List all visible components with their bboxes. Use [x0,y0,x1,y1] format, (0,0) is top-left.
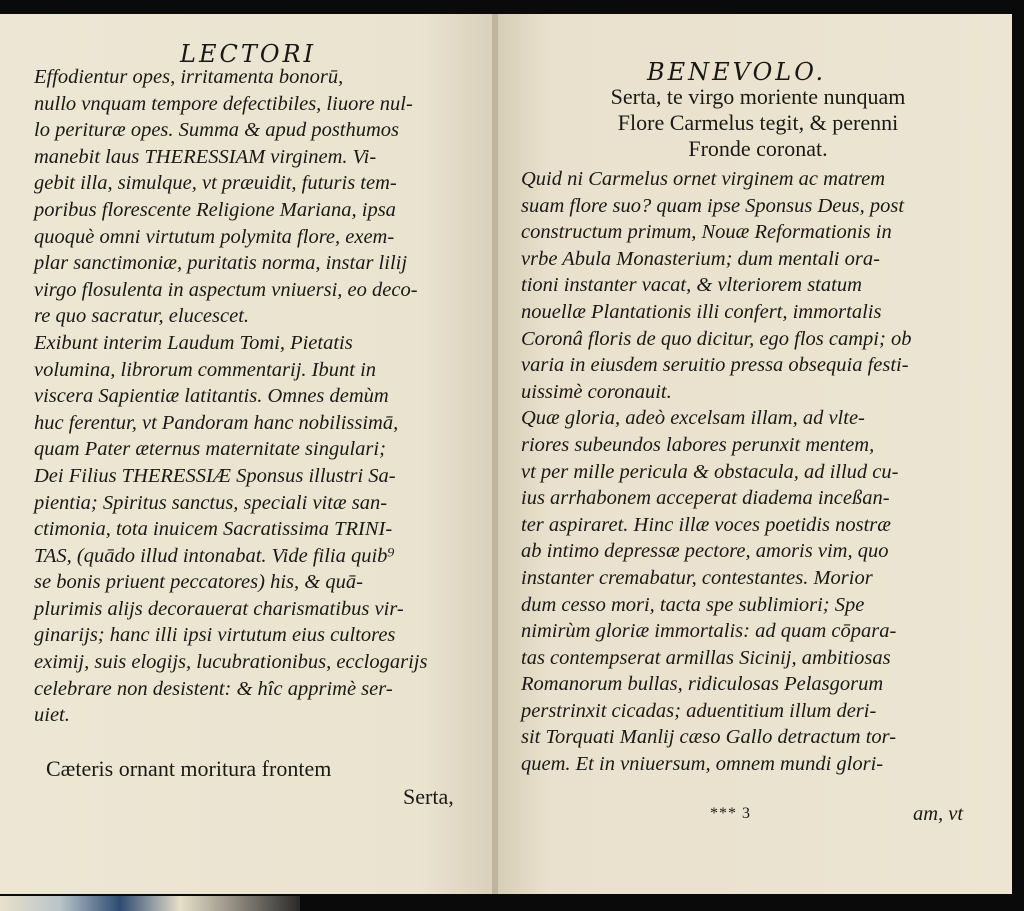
text-line: gebit illa, simulque, vt præuidit, futuris tem- [34,172,397,195]
text-line: nimirùm gloriæ immortalis: ad quam cōpara- [521,620,897,643]
text-line: Romanorum bullas, ridiculosas Pelasgorum [521,673,884,696]
text-line: suam flore suo? quam ipse Sponsus Deus, post [521,194,905,217]
text-line: ginarijs; hanc illi ipsi virtutum eius cultores [34,624,396,647]
text-line: Quæ gloria, adeò excelsam illam, ad vlte- [521,407,865,430]
right-heading: BENEVOLO. [647,58,827,86]
text-line: Dei Filius THERESSIÆ Sponsus illustri Sa- [34,464,396,487]
text-line: tas contempserat armillas Sicinij, ambitiosas [521,646,891,669]
text-line: ius arrhabonem acceperat diadema inceßan- [521,487,890,510]
text-line: se bonis priuent peccatores) his, & quā- [34,571,363,594]
verse-line: Flore Carmelus tegit, & perenni [617,110,899,135]
left-body-text [34,64,489,729]
text-line: uiet. [34,704,70,727]
right-verse [553,84,963,162]
text-line: constructum primum, Nouæ Reformationis in [521,221,892,244]
left-catchword: Serta, [403,784,454,809]
left-verse-line: Cæteris ornant moritura frontem [46,756,332,781]
text-line: plurimis alijs decorauerat charismatibus vir- [34,597,404,620]
text-line: re quo sacratur, elucescet. [34,305,250,328]
text-line: uissimè coronauit. [521,380,672,403]
text-line: viscera Sapientiæ latitantis. Omnes demùm [34,385,389,408]
right-catchword: am, vt [913,803,964,825]
text-line: nouellæ Plantationis illi confert, immortalis [521,300,882,323]
text-line: lo perituræ opes. Summa & apud posthumos [34,119,400,142]
text-line: ab intimo depressæ pectore, amoris vim, quo [521,540,889,563]
text-line: manebit laus THERESSIAM virginem. Vi- [34,145,377,168]
text-line: ctimonia, tota inuicem Sacratissima TRINI- [34,518,393,541]
text-line: volumina, librorum commentarij. Ibunt in [34,358,377,381]
text-line: poribus florescente Religione Mariana, ipsa [34,198,396,221]
text-line: eximij, suis elogijs, lucubrationibus, ecclogarijs [34,651,428,674]
verse-line: Fronde coronat. [688,136,828,161]
text-line: pientia; Spiritus sanctus, speciali vitæ san- [34,491,388,514]
text-line: plar sanctimoniæ, puritatis norma, instar lilij [34,252,408,275]
background-strip [0,896,300,911]
text-line: riores subeundos labores perunxit mentem, [521,433,875,456]
text-line: tioni instanter vacat, & vlteriorem statum [521,274,862,297]
text-line: quem. Et in vniuersum, omnem mundi glori- [521,753,884,776]
text-line: nullo vnquam tempore defectibiles, liuore nul- [34,92,413,115]
text-line: Quid ni Carmelus ornet virginem ac matrem [521,168,886,190]
text-line: sit Torquati Manlij cæso Gallo detractum tor- [521,726,897,749]
book-spread [0,14,1012,894]
text-line: perstrinxit cicadas; aduentitium illum deri- [521,699,877,722]
right-page [497,14,1012,894]
text-line: dum cesso mori, tacta spe sublimiori; Spe [521,593,865,616]
text-line: ter aspiraret. Hinc illæ voces poetidis nostræ [521,513,891,536]
text-line: Effodientur opes, irritamenta bonorū, [34,66,344,88]
text-line: vrbe Abula Monasterium; dum mentali ora- [521,247,880,270]
text-line: vt per mille pericula & obstacula, ad illud cu- [521,460,899,483]
text-line: quam Pater æternus maternitate singulari; [34,438,386,461]
text-line: virgo flosulenta in aspectum vniuersi, eo deco- [34,278,418,301]
text-line: TAS, (quādo illud intonabat. Vide filia quib⁹ [34,544,395,567]
left-page [0,14,495,894]
gutter [492,14,498,894]
left-heading: LECTORI [180,40,317,68]
signature-mark: *** 3 [710,805,751,822]
text-line: Exibunt interim Laudum Tomi, Pietatis [34,331,353,354]
text-line: quoquè omni virtutum polymita flore, exem- [34,225,395,248]
text-line: huc ferentur, vt Pandoram hanc nobilissimā, [34,411,399,434]
right-body-text [521,166,1009,778]
verse-line: Serta, te virgo moriente nunquam [610,84,906,109]
text-line: varia in eiusdem seruitio pressa obsequia festi- [521,354,909,377]
text-line: instanter cremabatur, contestantes. Morior [521,566,873,589]
text-line: celebrare non desistent: & hîc apprimè ser- [34,677,393,700]
text-line: Coronâ floris de quo dicitur, ego flos campi; ob [521,327,912,350]
